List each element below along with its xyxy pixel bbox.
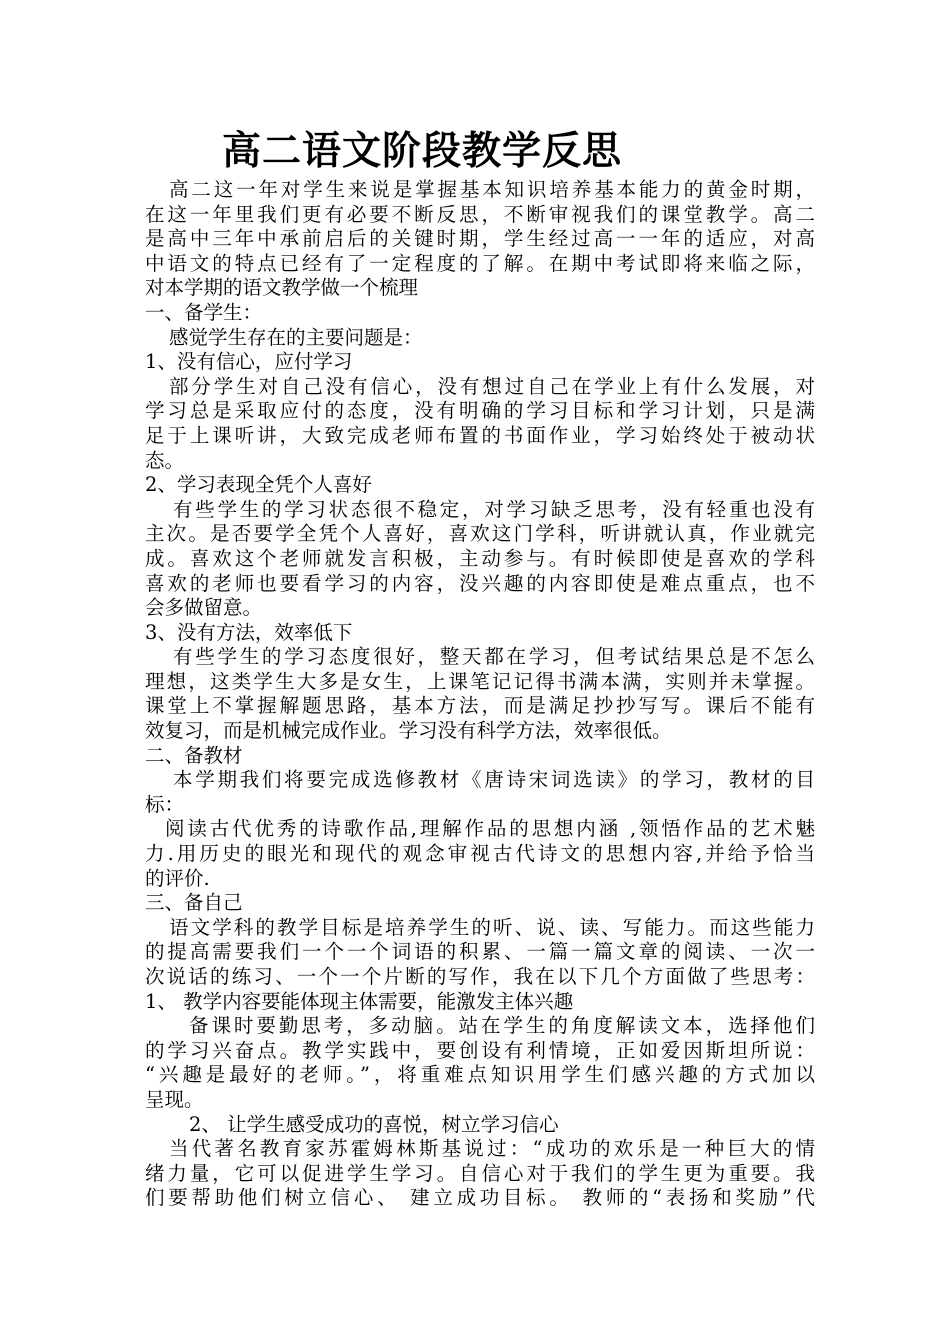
text-line: 呈现。 xyxy=(145,1087,204,1111)
text-line: 们要帮助他们树立信心、 建立成功目标。 教师的“表扬和奖励”代 xyxy=(145,1186,815,1210)
text-line: 语文学科的教学目标是培养学生的听、说、读、写能力。而这些能力 xyxy=(169,915,815,939)
text-line: 对本学期的语文教学做一个梳理 xyxy=(145,276,419,300)
text-line: 的提高需要我们一个一个词语的积累、一篇一篇文章的阅读、一次一 xyxy=(145,940,815,964)
document-body xyxy=(145,124,815,1211)
text-line: 标： xyxy=(145,792,185,816)
text-line: 部分学生对自己没有信心，没有想过自己在学业上有什么发展，对 xyxy=(169,374,815,398)
text-line: 感觉学生存在的主要问题是： xyxy=(169,325,423,349)
text-line: 有些学生的学习状态很不稳定，对学习缺乏思考，没有轻重也没有 xyxy=(173,497,815,521)
text-line: 主次。是否要学全凭个人喜好，喜欢这门学科，听讲就认真，作业就完 xyxy=(145,522,815,546)
text-line: 备课时要勤思考，多动脑。站在学生的角度解读文本，选择他们 xyxy=(189,1014,815,1038)
text-line: 2、学习表现全凭个人喜好 xyxy=(145,473,372,497)
text-line: 中语文的特点已经有了一定程度的了解。在期中考试即将来临之际， xyxy=(145,251,815,275)
text-line: 力.用历史的眼光和现代的观念审视古代诗文的思想内容,并给予恰当 xyxy=(145,842,815,866)
text-line: 会多做留意。 xyxy=(145,596,263,620)
text-line: 喜欢的老师也要看学习的内容，没兴趣的内容即使是难点重点，也不 xyxy=(145,571,815,595)
text-line: 成。喜欢这个老师就发言积极，主动参与。有时候即使是喜欢的学科 xyxy=(145,546,815,570)
document-text xyxy=(145,178,815,1211)
text-line: 是高中三年中承前启后的关键时期，学生经过高一一年的适应，对高 xyxy=(145,227,815,251)
text-line: 次说话的练习、一个一个片断的写作，我在以下几个方面做了些思考： xyxy=(145,965,815,988)
text-line: 足于上课听讲，大致完成老师布置的书面作业，学习始终处于被动状 xyxy=(145,423,815,447)
text-line: 三、备自己 xyxy=(145,891,243,915)
text-line: 课堂上不掌握解题思路，基本方法，而是满足抄抄写写。课后不能有 xyxy=(145,694,815,718)
text-line: 2、 让学生感受成功的喜悦，树立学习信心 xyxy=(189,1112,559,1136)
text-line: “兴趣是最好的老师。”，将重难点知识用学生们感兴趣的方式加以 xyxy=(145,1063,815,1087)
document-title: 高二语文阶段教学反思 xyxy=(222,128,623,174)
text-line: 本学期我们将要完成选修教材《唐诗宋词选读》的学习，教材的目 xyxy=(173,768,815,792)
text-line: 高二这一年对学生来说是掌握基本知识培养基本能力的黄金时期， xyxy=(169,178,815,201)
text-line: 阅读古代优秀的诗歌作品,理解作品的思想内涵 ,领悟作品的艺术魅 xyxy=(165,817,815,841)
text-line: 1、没有信心，应付学习 xyxy=(145,350,353,374)
text-line: 效复习，而是机械完成作业。学习没有科学方法，效率很低。 xyxy=(145,719,672,743)
text-line: 学习总是采取应付的态度，没有明确的学习目标和学习计划，只是满 xyxy=(145,399,815,423)
text-line: 当代著名教育家苏霍姆林斯基说过：“成功的欢乐是一种巨大的情 xyxy=(169,1137,815,1161)
text-line: 二、备教材 xyxy=(145,743,243,767)
text-line: 有些学生的学习态度很好，整天都在学习，但考试结果总是不怎么 xyxy=(173,645,815,669)
text-line: 一、备学生： xyxy=(145,300,263,324)
text-line: 理想，这类学生大多是女生，上课笔记记得书满本满，实则并未掌握。 xyxy=(145,669,815,693)
text-line: 绪力量，它可以促进学生学习。自信心对于我们的学生更为重要。我 xyxy=(145,1161,815,1185)
text-line: 态。 xyxy=(145,448,185,472)
text-line: 的学习兴奋点。教学实践中，要创设有利情境，正如爱因斯坦所说： xyxy=(145,1038,815,1062)
text-line: 3、没有方法，效率低下 xyxy=(145,620,353,644)
text-line: 在这一年里我们更有必要不断反思，不断审视我们的课堂教学。高二 xyxy=(145,202,815,226)
text-line: 的评价. xyxy=(145,866,210,890)
text-line: 1、 教学内容要能体现主体需要，能激发主体兴趣 xyxy=(145,989,574,1013)
